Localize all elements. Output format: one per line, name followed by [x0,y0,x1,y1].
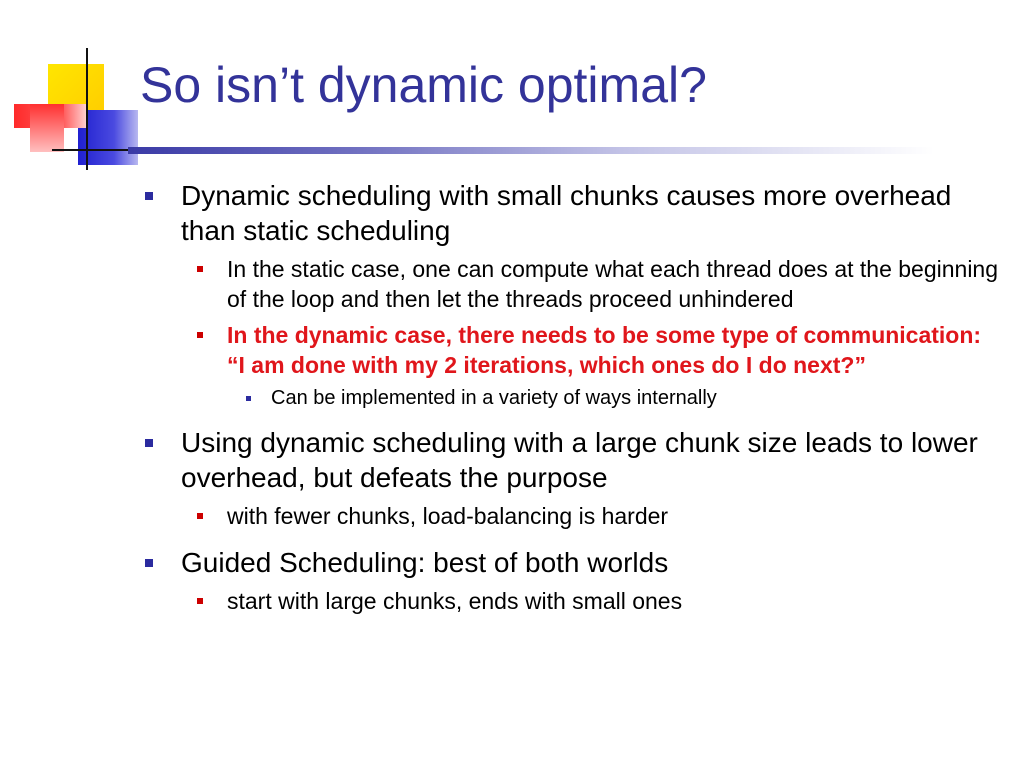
square-bullet-icon [145,192,153,200]
sub-bullet-item-emphasis [140,320,1000,380]
sub-sub-bullet-item [140,385,1000,411]
bullet-text: Guided Scheduling: best of both worlds [181,547,669,578]
bullet-text: Dynamic scheduling with small chunks causes more overhead than static scheduling [181,180,952,246]
slide-title: So isn’t dynamic optimal? [140,57,707,113]
title-decoration [0,0,140,175]
title-underline [128,147,1024,154]
bullet-item [140,178,1000,248]
square-bullet-icon [197,332,203,338]
bullet-text: Using dynamic scheduling with a large chunk size leads to lower overhead, but defeats the purpose [181,427,978,493]
sub-bullet-item [140,254,1000,314]
sub-bullet-text: start with large chunks, ends with small ones [227,588,683,614]
square-bullet-icon [145,439,153,447]
sub-bullet-item [140,586,1000,616]
square-bullet-icon [197,598,203,604]
bullet-item [140,425,1000,495]
sub-bullet-item [140,501,1000,531]
sub-bullet-text: In the static case, one can compute what each thread does at the beginning of the loop and then let the threads proceed unhindered [227,256,999,312]
sub-bullet-text: In the dynamic case, there needs to be some type of communication: “I am done with my 2 iterations, which ones do I do next?” [227,322,982,378]
square-bullet-icon [197,513,203,519]
bullet-item [140,545,1000,580]
red-drop [30,104,64,152]
square-bullet-icon [145,559,153,567]
bullet-list [140,178,1000,616]
sub-bullet-text: with fewer chunks, load-balancing is harder [227,503,669,529]
square-bullet-icon [246,396,251,401]
square-bullet-icon [197,266,203,272]
sub-sub-bullet-text: Can be implemented in a variety of ways internally [271,387,717,409]
